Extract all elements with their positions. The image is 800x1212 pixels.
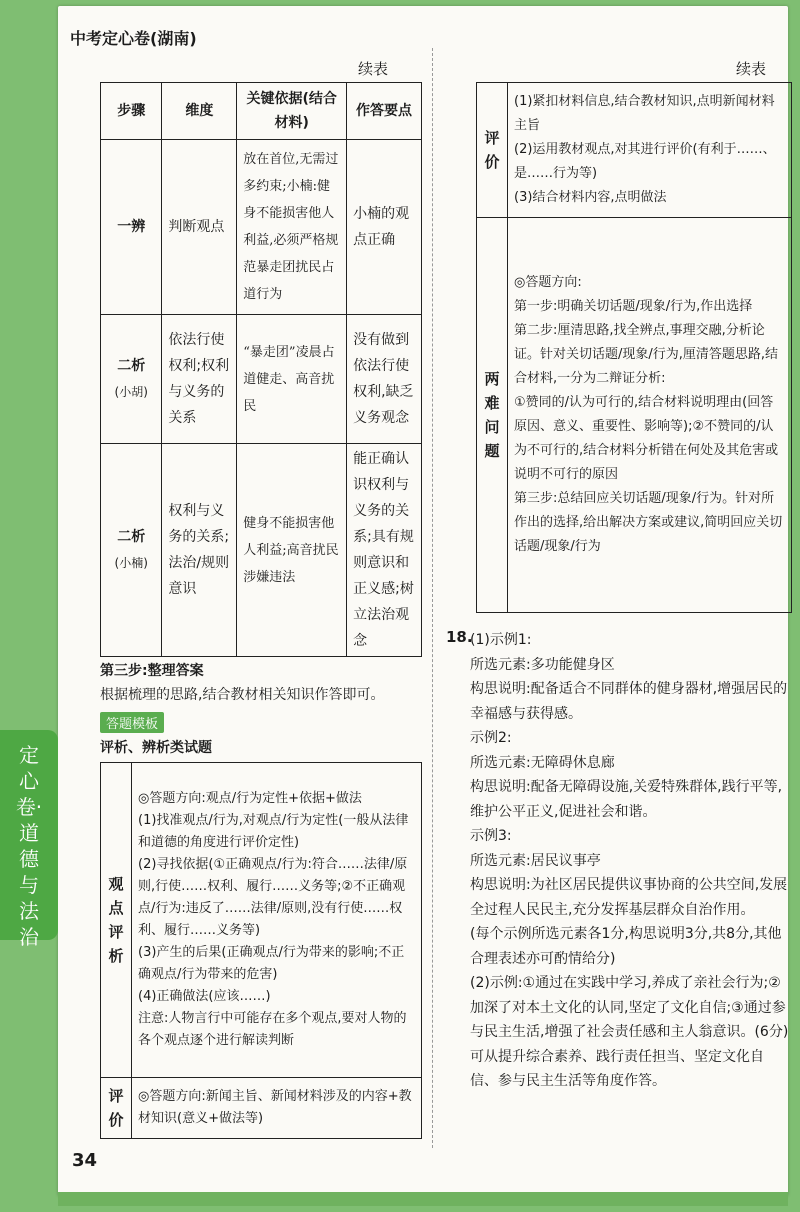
header-points: 作答要点 — [347, 83, 422, 140]
content-line: 第二步:厘清思路,找全辨点,事理交融,分析论证。针对关切话题/现象/行为,厘清答题思路,结合材料,一分为二辩证分析: — [514, 323, 779, 386]
content-line: (2)寻找依据(①正确观点/行为:符合……法律/原则,行使……权利、履行……义务等;②不正确观点/行为:违反了……法律/原则,没有行使……权利、履行……义务等) — [138, 857, 408, 938]
side-tab — [0, 730, 58, 949]
column-divider — [432, 48, 433, 1148]
content-line: 第三步:总结回应关切话题/现象/行为。针对所作出的选择,给出解决方案或建议,简明回应关切话题/现象/行为 — [514, 491, 783, 554]
row-content — [508, 218, 792, 613]
row-evidence: 健身不能损害他人利益;高音扰民涉嫌违法 — [237, 444, 347, 657]
table-row — [101, 315, 422, 444]
step-label: 二析 — [117, 529, 146, 545]
template-tag: 答题模板 — [100, 712, 164, 733]
table-row — [477, 83, 792, 218]
left-continued-label: 续表 — [358, 60, 389, 78]
template-table — [100, 762, 422, 1139]
table-row — [477, 218, 792, 613]
content-line: (4)正确做法(应该……) — [138, 989, 271, 1004]
step3-title: 第三步:整理答案 — [100, 663, 204, 679]
content-line: (2)运用教材观点,对其进行评价(有利于……、是……行为等) — [514, 142, 776, 181]
row-step — [101, 444, 162, 657]
content-line: 第一步:明确关切话题/现象/行为,作出选择 — [514, 299, 753, 314]
row-evidence: “暴走团”凌晨占道健走、高音扰民 — [237, 315, 347, 444]
content-line: (3)结合材料内容,点明做法 — [514, 190, 667, 205]
step-label: 一辨 — [117, 219, 146, 235]
header-dimension: 维度 — [162, 83, 237, 140]
answer-line: (2)示例:①通过在实践中学习,养成了亲社会行为;②加深了对本土文化的认同,坚定了文化自信;③通过参与民主生活,增强了社会责任感和主人翁意识。(6分) — [470, 975, 789, 1040]
answer-line: (每个示例所选元素各1分,构思说明3分,共8分,其他合理表述亦可酌情给分) — [470, 926, 782, 967]
row-content — [132, 763, 422, 1078]
table-header-row — [101, 83, 422, 140]
content-line: ①赞同的/认为可行的,结合材料说明理由(回答原因、意义、重要性、影响等);②不赞同的/认为不可行的,结合材料分析错在何处及其危害或说明不可行的原因 — [514, 395, 779, 482]
row-label: 评价 — [477, 83, 508, 218]
row-step — [101, 140, 162, 315]
page-bottom-bar — [58, 1192, 788, 1206]
answer-line: (1)示例1: — [470, 632, 532, 648]
content-line: ◎答题方向:观点/行为定性+依据+做法 — [138, 791, 362, 806]
answer-line: 示例3: — [470, 828, 512, 844]
content-line: 注意:人物言行中可能存在多个观点,要对人物的各个观点逐个进行解读判断 — [138, 1011, 407, 1048]
table-row — [101, 1078, 422, 1139]
row-dimension: 权利与义务的关系;法治/规则意识 — [162, 444, 237, 657]
answer-line: 示例2: — [470, 730, 512, 746]
step-sub-label: (小楠) — [114, 556, 148, 570]
side-tab-label: 定心卷·道德与法治 — [15, 743, 43, 949]
content-line: (1)找准观点/行为,对观点/行为定性(一般从法律和道德的角度进行评价定性) — [138, 813, 409, 850]
template-title: 评析、辨析类试题 — [100, 740, 212, 756]
row-label: 观点评析 — [101, 763, 132, 1078]
answer-line: 所选元素:无障碍休息廊 — [470, 754, 615, 771]
row-content — [508, 83, 792, 218]
answer-line: 可从提升综合素养、践行责任担当、坚定文化自信、参与民主生活等角度作答。 — [470, 1048, 764, 1089]
answer-line: 构思说明:配备无障碍设施,关爱特殊群体,践行平等,维护公平正义,促进社会和谐。 — [470, 779, 783, 820]
row-label: 评价 — [101, 1078, 132, 1139]
step-label: 二析 — [117, 358, 146, 374]
table-row — [101, 140, 422, 315]
header-evidence: 关键依据(结合材料) — [237, 83, 347, 140]
step3-text: 根据梳理的思路,结合教材相关知识作答即可。 — [100, 687, 385, 703]
step-sub-label: (小胡) — [114, 385, 148, 399]
table-row — [101, 444, 422, 657]
content-line: (1)紧扣材料信息,结合教材知识,点明新闻材料主旨 — [514, 94, 775, 133]
answer-line: 构思说明:为社区居民提供议事协商的公共空间,发展全过程人民民主,充分发挥基层群众自治作用。 — [470, 877, 788, 918]
left-table — [100, 82, 422, 657]
table-row — [101, 763, 422, 1078]
answer-line: 构思说明:配备适合不同群体的健身器材,增强居民的幸福感与获得感。 — [470, 681, 788, 722]
row-label: 两难问题 — [477, 218, 508, 613]
answer-line: 所选元素:多功能健身区 — [470, 656, 615, 673]
row-step — [101, 315, 162, 444]
right-continued-label: 续表 — [736, 60, 767, 78]
content-line: (3)产生的后果(正确观点/行为带来的影响;不正确观点/行为带来的危害) — [138, 945, 405, 982]
row-points: 小楠的观点正确 — [347, 140, 422, 315]
book-title: 中考定心卷(湖南) — [70, 29, 197, 48]
page-number: 34 — [72, 1150, 98, 1171]
row-dimension: 判断观点 — [162, 140, 237, 315]
row-content: ◎答题方向:新闻主旨、新闻材料涉及的内容+教材知识(意义+做法等) — [132, 1078, 422, 1139]
question-18-answer — [470, 628, 790, 1094]
row-points: 没有做到依法行使权利,缺乏义务观念 — [347, 315, 422, 444]
row-points: 能正确认识权利与义务的关系;具有规则意识和正义感;树立法治观念 — [347, 444, 422, 657]
row-evidence: 放在首位,无需过多约束;小楠:健身不能损害他人利益,必须严格规范暴走团扰民占道行为 — [237, 140, 347, 315]
row-dimension: 依法行使权利;权利与义务的关系 — [162, 315, 237, 444]
question-number: 18. — [446, 628, 473, 646]
right-table — [476, 82, 792, 613]
answer-line: 所选元素:居民议事亭 — [470, 852, 601, 869]
content-line: ◎答题方向: — [514, 275, 582, 290]
header-step: 步骤 — [101, 83, 162, 140]
